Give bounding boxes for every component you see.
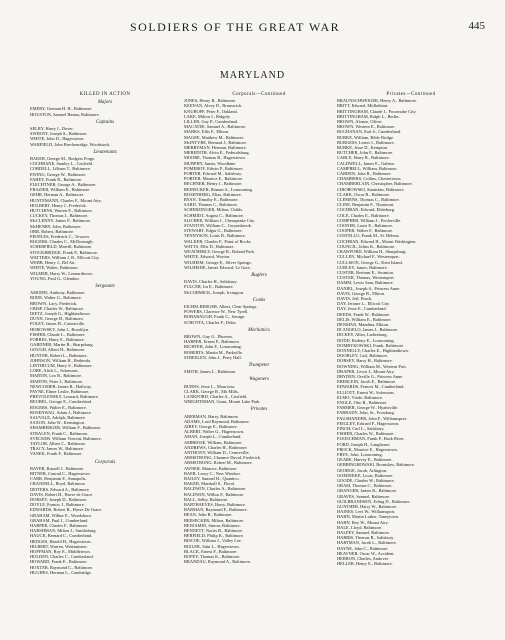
- roster-entry: DUNN, George H., Baltimore.: [30, 316, 84, 322]
- roster-entry: GRAM, Thomas C., Baltimore.: [337, 483, 393, 489]
- roster-entry: PORTER, Edward M., Salisbury.: [184, 171, 243, 177]
- roster-entry: LANKFORD, Charles A., Crisfield.: [184, 393, 248, 399]
- roster-entry: BARMAN, Raymond F., Baltimore.: [184, 507, 248, 513]
- roster-entry: DEITERS, Edward A., Baltimore.: [30, 486, 90, 492]
- roster-entry: FROCK, Maurice E., Hagerstown.: [337, 446, 398, 452]
- roster-entry: HARRIS, Thomas B., Salisbury.: [337, 535, 395, 541]
- roster-entry: GUNTHER, Harry W., Baltimore.: [337, 504, 398, 510]
- section-heading: KILLED IN ACTION: [79, 92, 131, 97]
- roster-entry: DENMAN, Mandina, Elkton.: [337, 321, 390, 327]
- roster-entry: BISCOE, William J., Valley Lee.: [184, 538, 242, 544]
- roster-entry: WEATHERLY, George R., Roland Park.: [184, 249, 256, 255]
- roster-entry: DAY, Jerome L., Ellicott City.: [337, 301, 390, 307]
- roster-entry: WEBB, Henry J., Bel Air.: [30, 260, 76, 266]
- roster-entry: SELBY, Harry J., Dover.: [30, 126, 74, 132]
- roster-entry: BAKER, Marshall S., Flood.: [184, 481, 235, 487]
- roster-entry: RYAN, Timothy E., Baltimore.: [184, 197, 239, 203]
- roster-entry: HOFFMAN, Roy E., Middletown.: [30, 549, 91, 555]
- roster-entry: SWEENY, Joseph S., Baltimore.: [30, 131, 88, 137]
- roster-entry: BROWN, Guy G., Phoenix.: [184, 333, 234, 339]
- column-left: [30, 92, 180, 575]
- roster-entry: BALDWIN, Charles A., Baltimore.: [184, 486, 247, 492]
- roster-entry: ROSENBERG, Elias, Baltimore.: [184, 191, 242, 197]
- roster-entry: STRALEN, Frank C., Baltimore.: [30, 430, 89, 436]
- roster-entry: FISHER, Claude L., Baltimore.: [30, 331, 86, 337]
- roster-entry: DANIEL, Joseph S., Princess Anne.: [337, 285, 401, 291]
- roster-entry: McCORMICK, Joseph, Irvington.: [184, 289, 245, 295]
- roster-entry: BURKE, William, Bible Bridge.: [337, 134, 395, 140]
- roster-entry: WALKER, Charles F., Point of Rocks.: [184, 238, 252, 244]
- roster-entry: CLINE, Benjamin F., Thurmont.: [337, 202, 395, 208]
- roster-entry: MACATEE, Samuel A., Baltimore.: [184, 124, 247, 130]
- roster-entry: HAUCK, Bernard C., Cumberland.: [30, 533, 93, 539]
- roster-entry: BENNETT, Norris R., Baltimore.: [184, 528, 244, 534]
- roster-entry: CLARK, George R., Elk Mills.: [184, 388, 239, 394]
- roster-entry: SARD, Thomas C., Baltimore.: [184, 202, 238, 208]
- roster-entry: BRITTINGHAM, Claude J., Pocomoke City.: [337, 108, 417, 114]
- roster-entry: BERFIELD, Philip K., Baltimore.: [184, 533, 244, 539]
- roster-entry: BRITT, Edward, Midlothian.: [337, 103, 389, 109]
- roster-entry: MAGEE, Matthew M., Baltimore.: [184, 134, 245, 140]
- roster-entry: GARDNER, Martin B., Sharpsburg.: [30, 342, 94, 348]
- roster-entry: FEIGLEY, Edward F., Hagerstown.: [337, 420, 400, 426]
- roster-entry: MARKS, Ellis F., Elkton.: [184, 129, 230, 135]
- roster-entry: CALDWELL, James E., Galena.: [337, 160, 395, 166]
- roster-entry: ANTHONY, William D., Centreville.: [184, 450, 250, 455]
- roster-entry: FLEISCHMAN, Frank P., Back River.: [337, 436, 405, 442]
- roster-entry: WHITE, Walter, Baltimore.: [30, 265, 79, 271]
- roster-entry: COCHRAN, Edward H., Mount Washington.: [337, 238, 417, 244]
- roster-entry: POMEROY, Edwin P., Baltimore.: [184, 165, 244, 171]
- page-number: 445: [468, 20, 485, 32]
- roster-entry: EBERLEIN, Jacob E., Baltimore.: [337, 379, 397, 385]
- roster-entry: JOHNSON, William H., Bethesda.: [30, 357, 92, 363]
- state-heading: MARYLAND: [219, 70, 286, 81]
- roster-entry: PEOPLES, Frederick C., Towson.: [30, 234, 90, 240]
- roster-entry: FULCER, Ira E., Baltimore.: [184, 284, 234, 290]
- roster-entry: GRANGER, James R., Baltimore.: [337, 488, 398, 494]
- roster-entry: DOMBYKOWSKI, Frank, Baltimore.: [337, 342, 405, 348]
- roster-entry: SHAMBERGER, William F., Baltimore.: [30, 425, 102, 431]
- roster-entry: HARPER, Charles F., Baltimore.: [30, 523, 89, 529]
- roster-entry: TRACY, James W., Baltimore.: [30, 446, 84, 452]
- roster-entry: HOROWSKY, John J., Brooklyn.: [30, 326, 90, 332]
- rank-heading: Buglers: [251, 272, 267, 278]
- roster-entry: SCHERZINGER, Milton, Childs.: [184, 207, 244, 213]
- roster-entry: BURNS, Jesse L., Monrovia.: [184, 383, 236, 389]
- roster-entry: DOORLEY, Carl, Baltimore.: [337, 353, 389, 359]
- column-middle: [184, 92, 334, 564]
- roster-entry: PORTER, Maurice E., Baltimore.: [184, 176, 244, 182]
- roster-entry: HOWARD, Frank E., Baltimore.: [30, 559, 88, 565]
- roster-entry: REINECKER, Roman A., Lonaconing.: [184, 186, 253, 192]
- roster-entry: BITNER, Conrad C., Hagerstown.: [30, 471, 91, 477]
- roster-entry: EWING, George W., Baltimore.: [30, 171, 87, 177]
- roster-entry: DAY, Jesse E., Cumberland.: [337, 306, 387, 312]
- roster-entry: FARMER, George W., Hyattsville.: [337, 405, 399, 411]
- roster-entry: BEESECKER, Milton, Baltimore.: [184, 517, 245, 523]
- roster-entry: COMPHER, William J., Poolesville.: [337, 217, 402, 223]
- section-heading: Privates—Continued: [386, 92, 436, 97]
- roster-entry: LORE, Alick L., Solomons.: [30, 368, 79, 374]
- roster-entry: HARSHMAN, Milton J., Smithsburg.: [30, 528, 97, 534]
- roster-entry: MARTIN, Peter J., Baltimore.: [30, 378, 84, 384]
- roster-entry: BRANDAU, Raymond A., Baltimore.: [184, 559, 251, 565]
- roster-entry: EICHELBERGER, Albert, Clear Springs.: [184, 303, 258, 309]
- roster-entry: EDWARDS, Robert B., Havre De Grace.: [30, 507, 103, 513]
- roster-entry: GRAHAM, Wilbur E., Woodsboro.: [30, 512, 93, 518]
- roster-entry: BOPEY, Thomas K., Baltimore.: [184, 554, 241, 560]
- roster-entry: SAXON, John W., Kensington.: [30, 420, 86, 426]
- roster-entry: DRYDEN, Orville G., Princess Anne.: [337, 373, 404, 379]
- roster-entry: WILHEIDE, James Edward, Le Gore.: [184, 264, 251, 270]
- book-title: SOLDIERS OF THE GREAT WAR: [130, 20, 341, 34]
- roster-entry: WHITE, Edward, Worton.: [184, 254, 231, 260]
- rank-heading: Captains: [95, 119, 115, 125]
- roster-entry: LAKE, Milton J., Ridgely.: [184, 113, 231, 119]
- roster-entry: CUSTER, Bertram E., Swanton.: [337, 269, 394, 275]
- roster-entry: BROWN, Lacy, Frederick.: [30, 300, 78, 306]
- roster-entry: CULLEN, Michael F., Westernport.: [337, 254, 400, 260]
- roster-entry: MURPHY, James, Woodbine.: [184, 160, 237, 166]
- roster-entry: HEDGES, Harold H., Hagerstown.: [30, 538, 92, 544]
- roster-entry: MERRYMAN, Herman, Baltimore.: [184, 145, 247, 151]
- roster-entry: CIBOROWSKI, Stanislaw, Baltimore.: [337, 186, 405, 192]
- roster-entry: DONNELLY, Charles E., Highlandtown.: [337, 347, 409, 353]
- roster-entry: FOLEY, James H., Catonsville.: [30, 321, 86, 327]
- section-heading: Corporals—Continued: [232, 92, 286, 97]
- roster-entry: CULLISON, George G., Kent Island.: [337, 259, 403, 265]
- roster-entry: DIETZ, Joseph G., Highlandtown.: [30, 310, 91, 316]
- roster-entry: FAHEY, Frank R., Baltimore.: [30, 176, 83, 182]
- roster-entry: CABLE, Harry R., Baltimore.: [337, 155, 390, 161]
- roster-entry: FORD, Joseph H., Langhorne.: [337, 441, 391, 447]
- roster-entry: ROBABAUGH, Frank C., Savage.: [184, 314, 246, 320]
- roster-entry: BURKE, Jesse D., Kempton.: [337, 145, 389, 151]
- roster-entry: CARDEN, John R., Baltimore.: [337, 171, 392, 177]
- roster-entry: SAUVALE, Adolph, Baltimore.: [30, 414, 86, 420]
- roster-entry: CHAMBERS, Collins, Chestertown.: [337, 176, 402, 182]
- roster-entry: HOLBERT, Henry J., Frederick.: [30, 202, 87, 208]
- roster-entry: DEEDS, Frank W., Baltimore.: [337, 311, 391, 317]
- roster-entry: FLECHTNER, George A., Baltimore.: [30, 182, 97, 188]
- roster-entry: HALPEY, Samuel, Baltimore.: [337, 530, 390, 536]
- roster-entry: DODD, Rodney E., Lonaconing.: [337, 337, 395, 343]
- roster-entry: AMAN, Joseph L., Cumberland.: [184, 434, 242, 440]
- roster-entry: HOXTER, Raymond C., Baltimore.: [30, 564, 94, 570]
- roster-entry: ELLIOTT, Ernest W., Solomons.: [337, 389, 395, 395]
- roster-entry: FAUSHANDER, John F., Williamsport.: [337, 415, 408, 421]
- roster-entry: SCHOTTA, Charles F., Delta.: [184, 319, 237, 325]
- roster-entry: CAMPBELL, William, Baltimore.: [337, 165, 398, 171]
- roster-entry: SVECKER, William Vincent, Baltimore.: [30, 435, 102, 441]
- roster-entry: AWNER, Maurice, Baltimore.: [184, 465, 238, 471]
- roster-entry: STEWART, Edgar G., Baltimore.: [184, 228, 243, 234]
- roster-entry: McHENRY, John, Baltimore.: [30, 223, 82, 229]
- roster-entry: BUCHANAN, Earl S., Cumberland.: [337, 129, 402, 135]
- roster-entry: BAYER, Russell J., Baltimore.: [30, 465, 85, 471]
- roster-entry: GEHR, Herman A., Baltimore.: [30, 192, 85, 198]
- roster-entry: LUCKEY, Thomas J., Baltimore.: [30, 213, 89, 219]
- roster-entry: DRAPER, Lewis J., Mount Airy.: [337, 368, 395, 374]
- roster-entry: BUTCHER, John F., Baltimore.: [337, 150, 394, 156]
- roster-entry: BRITTINGHAM, Ralph L., Berlin.: [337, 113, 400, 119]
- roster-entry: CLARK, Oscar R., Baltimore.: [337, 191, 391, 197]
- roster-entry: BODE, Walter G., Baltimore.: [30, 295, 82, 301]
- roster-entry: EMERY, German H. H., Baltimore.: [30, 106, 93, 112]
- roster-entry: CORDELL, Lilburn T., Baltimore.: [30, 166, 91, 172]
- roster-entry: BRAUNSCHWEIGER, Henry A., Baltimore.: [337, 98, 418, 104]
- roster-entry: BEAN, John B., Baltimore.: [184, 512, 233, 518]
- roster-entry: COONER, Louis E., Baltimore.: [337, 223, 393, 229]
- roster-entry: COUNCIL, Julius K., Baltimore.: [337, 243, 396, 249]
- roster-entry: SMITH, James L., Baltimore.: [184, 369, 237, 375]
- roster-entry: BENJAMIN, Simon, Baltimore.: [184, 522, 241, 528]
- roster-entry: ADAMS, Lord Raymond, Baltimore.: [184, 418, 250, 424]
- roster-entry: DELIS, William E., Baltimore.: [337, 316, 392, 322]
- roster-entry: FRYE, John, Lonaconing.: [337, 452, 383, 458]
- roster-entry: ARMSTRONG, Robert M., Baltimore.: [184, 460, 253, 466]
- roster-entry: WATTERS, William J. B., Ellicott City.: [30, 254, 100, 260]
- roster-entry: DORSEY, Harry H., Baltimore.: [337, 358, 393, 364]
- roster-entry: ORR, Robert, Baltimore.: [30, 228, 75, 234]
- roster-entry: DAMM, Lewis Sam, Baltimore.: [337, 280, 394, 286]
- roster-entry: HERRON, Charles, Andover.: [337, 556, 389, 562]
- roster-entry: FISHER, Charles W., Baltimore.: [337, 431, 395, 437]
- roster-entry: RICHTER, John F., Lonaconing.: [184, 344, 242, 350]
- roster-entry: GEBBINGHOWSKI, Bronislaw, Baltimore.: [337, 462, 415, 468]
- roster-entry: NEWCOMER, James R., Halfway.: [30, 383, 92, 389]
- roster-entry: ROBERTS, Martin M., Parkville.: [184, 349, 243, 355]
- roster-entry: CRAWFORD, William H., Sharpsburg.: [337, 249, 407, 255]
- roster-entry: ELMO, Vitale, Baltimore.: [337, 394, 383, 400]
- roster-entry: ROGERS, Walter E., Baltimore.: [30, 404, 87, 410]
- rank-heading: Sergeants: [95, 283, 115, 289]
- roster-entry: HUTCHINS, Warren E., Baltimore.: [30, 208, 93, 214]
- rank-heading: Privates: [250, 407, 268, 413]
- roster-entry: GEARE, Harvey E., Baltimore.: [337, 457, 393, 463]
- roster-entry: GRAVES, Samuel, Baltimore.: [337, 493, 391, 499]
- roster-entry: MOORE, Thomas R., Hagerstown.: [184, 155, 246, 161]
- roster-entry: BURGESS, Lester J., Baltimore.: [337, 139, 395, 145]
- roster-entry: BAER, Leroy C., New Windsor.: [184, 470, 241, 476]
- roster-entry: RECHNER, Henry J., Baltimore.: [184, 181, 243, 187]
- rank-heading: Mechanics: [248, 327, 270, 333]
- rank-heading: Majors: [97, 100, 113, 106]
- roster-entry: WRIGHTSMAN, Grant, Mount Lake Park.: [184, 399, 261, 405]
- roster-entry: CRISP, Charles W., Baltimore.: [30, 305, 85, 311]
- rank-heading: Trumpeter: [248, 362, 270, 368]
- roster-entry: CURLEY, James, Baltimore.: [337, 264, 388, 270]
- roster-entry: COCHRAN, Edward, Elderburg.: [337, 207, 396, 213]
- roster-entry: TENNYSON, Louis B., Baltimore.: [184, 233, 246, 239]
- roster-entry: ENGLE, Otto R., Baltimore.: [337, 399, 388, 405]
- roster-entry: CLEMENS, Thomas C., Baltimore.: [337, 197, 400, 203]
- roster-entry: CHAMBERLAIN, Christopher, Baltimore.: [337, 181, 413, 187]
- roster-entry: HAINES, Levi W., Williamsport.: [337, 509, 396, 515]
- roster-entry: BAILEY, Samuel H., Quantico.: [184, 476, 240, 482]
- roster-entry: COSTELLO, Frank M., St. Helena.: [337, 233, 400, 239]
- roster-entry: MEREDITH, Alvin E., Federalsburg.: [184, 150, 250, 156]
- roster-entry: DORSEY, Joseph D., Baltimore.: [30, 497, 88, 503]
- roster-entry: PREVOLENSKY, Leonard, Baltimore.: [30, 394, 99, 400]
- roster-entry: GUILBRANDSEN, Erling D., Baltimore.: [337, 498, 411, 504]
- roster-entry: HAYNE, John C., Baltimore.: [337, 545, 389, 551]
- roster-entry: DOWNING, William M., Western Port.: [337, 363, 407, 369]
- roster-entry: BROWN, Alonzo, Olivet.: [337, 119, 383, 125]
- roster-entry: HEAVNER, Oscar W., Accident.: [337, 550, 395, 556]
- roster-entry: COCHRANE, Stanley L., Crisfield.: [30, 161, 94, 167]
- roster-entry: HOLDEN, Charles C., Cumberland.: [30, 554, 94, 560]
- column-right: [337, 92, 485, 566]
- roster-entry: FRAZIER, William E., Baltimore.: [30, 187, 91, 193]
- roster-entry: CRANDELL, Boyd, Baltimore.: [30, 481, 86, 487]
- roster-entry: HUNTER, Robert L., Baltimore.: [30, 352, 88, 358]
- roster-entry: McINTYRE, Bernard J., Baltimore.: [184, 139, 248, 145]
- roster-entry: SLICHER, William J., Chesapeake City.: [184, 217, 256, 223]
- roster-entry: DAVIS, Charles H., Salisbury.: [184, 279, 238, 285]
- roster-entry: SCHERFIELD, Morrill, Baltimore.: [30, 244, 93, 250]
- roster-entry: DAVIS, Jeff, Peach.: [337, 295, 373, 301]
- roster-entry: DAVIS, Robert H., Havre de Grace.: [30, 491, 94, 497]
- roster-entry: HARPER, Ernest F., Baltimore.: [184, 339, 240, 345]
- roster-entry: GOODE, Charles W., Baltimore.: [337, 478, 395, 484]
- roster-entry: ROSENWAG, Adam J., Baltimore.: [30, 409, 92, 415]
- roster-entry: COOPER, Walter F., Baltimore.: [337, 228, 394, 234]
- roster-entry: BROWN, Western E., Baltimore.: [337, 124, 396, 130]
- roster-entry: BIXLER, John L., Hagerstown.: [184, 543, 240, 549]
- roster-entry: HUNTEMANN, Charles F., Mount Airy.: [30, 197, 102, 203]
- roster-entry: POWERS, Clarence W., New Tyrell.: [184, 309, 249, 315]
- roster-entry: HARTMAN, Jacob L., Baltimore.: [337, 540, 397, 546]
- roster-entry: AMODEI, Anthony, Baltimore.: [30, 290, 86, 296]
- roster-entry: DI ANGELO, James J., Baltimore.: [337, 327, 399, 333]
- roster-entry: FINCH, Carl L., Salisbury.: [337, 426, 385, 431]
- roster-entry: BALDWIN, Wilbur F., Baltimore.: [184, 491, 245, 497]
- roster-entry: CUSTER, Thomas, Westernport.: [337, 275, 395, 281]
- roster-entry: BARTHAEVES, Harry, Baltimore.: [184, 502, 246, 508]
- roster-entry: WILMER, Harry W., Leonardtown.: [30, 270, 93, 276]
- roster-entry: STREELEN, John J., Perry Hall.: [184, 354, 242, 360]
- roster-entry: BAKER, George M., Rodgers Forge.: [30, 156, 96, 162]
- roster-entry: ROGERS, Charles C., McDonough.: [30, 239, 94, 245]
- roster-entry: GOUGH, Albert H., Baltimore.: [30, 347, 86, 353]
- rank-heading: Corporals: [94, 459, 116, 465]
- roster-entry: ALBERT, Walter G., Hagerstown.: [184, 429, 245, 435]
- roster-entry: HOUSTON, Samuel Hanna, Baltimore.: [30, 111, 100, 117]
- rank-heading: Cooks: [252, 297, 266, 303]
- running-header: [130, 20, 485, 34]
- roster-entry: HILBERT, Warren, Westminster.: [30, 543, 88, 549]
- rank-heading: Wagoners: [249, 377, 269, 383]
- roster-entry: FORBES, Harry E., Baltimore.: [30, 336, 85, 342]
- roster-entry: KEENAN, Alvey D., Brunswick.: [184, 103, 243, 109]
- roster-entry: HAHN, Martin Luther, Taneytown.: [337, 514, 400, 520]
- roster-entry: FARRADY, John, Sr., Frostburg.: [337, 410, 395, 416]
- roster-entry: DICKEY, Allen, Ladiesburg.: [337, 332, 388, 338]
- roster-entry: ABERMAN, Harry, Baltimore.: [184, 413, 239, 419]
- roster-entry: WHITE, John D., Hagerstown.: [30, 136, 85, 142]
- roster-entry: EDWARDS, Francis M., Cumberland.: [337, 384, 405, 390]
- roster-entry: COLE, Charles E., Baltimore.: [337, 212, 390, 218]
- roster-entry: DAVIS, George B., Elkton.: [337, 290, 386, 296]
- roster-entry: CARR, Benjamin F., Annapolis.: [30, 476, 87, 482]
- roster-entry: KNUBOFF, Peter F., Oakland.: [184, 108, 238, 114]
- roster-entry: McCLENNY, James F., Baltimore.: [30, 218, 92, 224]
- roster-entry: LINTHICUM, Harry S., Baltimore.: [30, 362, 93, 368]
- roster-entry: JONES, Henry R., Baltimore.: [184, 98, 237, 104]
- roster-entry: WILHEIM, George E., Silver Springs.: [184, 259, 252, 265]
- roster-entry: HELLER, Henry E., Baltimore.: [337, 561, 393, 567]
- roster-entry: GOEDEEKE, Louis, Baltimore.: [337, 472, 394, 478]
- roster-entry: BALL, Selby, Baltimore.: [184, 496, 229, 502]
- roster-entry: MARTIN, Leo R., Baltimore.: [30, 373, 83, 379]
- roster-entry: YOUNG, Paul G., Glendon.: [30, 275, 80, 281]
- roster-entry: GEORGE, Jacob, Arlington.: [337, 467, 388, 473]
- roster-entry: PAYNE, Elmer Leslie, Baltimore.: [30, 388, 90, 394]
- roster-entry: DOYLE, Francis J., Baltimore.: [30, 502, 85, 508]
- roster-entry: GRAHAM, Paul J., Cumberland.: [30, 517, 89, 523]
- roster-entry: TAYLOR, Albert C., Baltimore.: [30, 441, 87, 446]
- roster-entry: ANDREWS, Charles H., Baltimore.: [184, 444, 248, 450]
- rank-heading: Lieutenants: [93, 149, 117, 155]
- roster-entry: HUGHES, Herman L., Cambridge.: [30, 569, 92, 575]
- roster-entry: HAHN, Roy W., Mount Airy.: [337, 519, 389, 525]
- roster-entry: STANTON, William C., Gwynnbrook.: [184, 223, 252, 229]
- roster-entry: ARMSTRONG, Chaunce David, Frederick.: [184, 455, 262, 461]
- roster-entry: STOCKBRIDGE, Frank P., Baltimore.: [30, 249, 99, 255]
- roster-entry: WARFIELD, John Breckenridge, Woodstock.: [30, 141, 111, 147]
- roster-entry: SCHMIDT, August C., Baltimore.: [184, 212, 245, 218]
- roster-entry: AMBROSE, William, Baltimore.: [184, 439, 243, 445]
- roster-entry: BLACK, Ernest F., Baltimore.: [184, 548, 238, 554]
- roster-entry: VANEK, Frank F., Baltimore.: [30, 451, 83, 457]
- roster-entry: AIREY, George E., Baltimore.: [184, 423, 238, 429]
- roster-entry: LILLER, Guy P., Cumberland.: [184, 119, 239, 125]
- roster-entry: WATTS, Ellis D., Baltimore.: [184, 243, 235, 249]
- roster-entry: REUBEL, George E., Cumberland.: [30, 399, 92, 405]
- roster-entry: HALE, Lloyd, Baltimore.: [337, 524, 383, 530]
